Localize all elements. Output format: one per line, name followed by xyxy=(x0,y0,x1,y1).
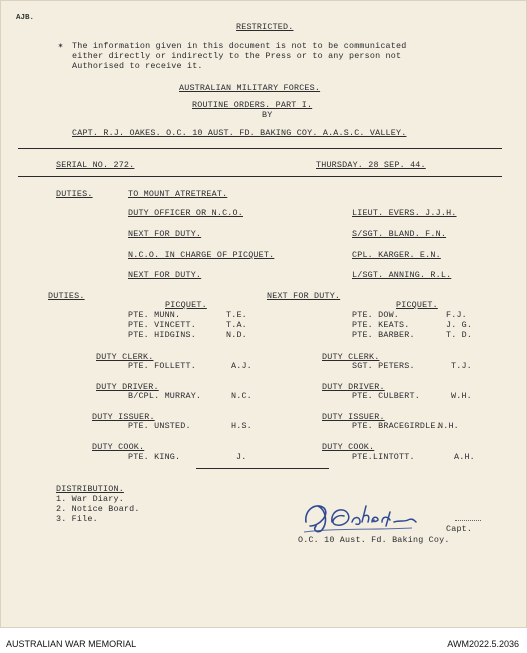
duty-driver-initials: N.C. xyxy=(231,391,252,401)
duty-clerk-label: DUTY CLERK. xyxy=(96,352,154,362)
next-duty-cook-initials: A.H. xyxy=(454,452,475,462)
archive-name: AUSTRALIAN WAR MEMORIAL xyxy=(6,639,137,649)
duty-row-value: CPL. KARGER. E.N. xyxy=(352,250,441,260)
duty-cook-initials: J. xyxy=(236,452,247,462)
duty-issuer-name: PTE. UNSTED. xyxy=(128,421,191,431)
unit-heading: CAPT. R.J. OAKES. O.C. 10 AUST. FD. BAKING COY. A.A.S.C. VALLEY. xyxy=(72,128,407,138)
picquet-name: PTE. VINCETT. xyxy=(128,320,196,330)
next-duty-clerk-name: SGT. PETERS. xyxy=(352,361,415,371)
picquet-name: PTE. DOW. xyxy=(352,310,400,320)
duty-issuer-initials: H.S. xyxy=(231,421,252,431)
next-duty-issuer-name: PTE. BRACEGIRDLE. xyxy=(352,421,441,431)
next-duty-issuer-label: DUTY ISSUER. xyxy=(322,412,385,422)
next-duty-driver-label: DUTY DRIVER. xyxy=(322,382,385,392)
duties-heading: DUTIES. xyxy=(56,189,93,199)
notice-line-2: either directly or indirectly to the Press or to any person not xyxy=(72,51,402,61)
next-duty-clerk-initials: T.J. xyxy=(451,361,472,371)
next-duty-issuer-initials: N.H. xyxy=(438,421,459,431)
duty-cook-name: PTE. KING. xyxy=(128,452,181,462)
distribution-heading: DISTRIBUTION. xyxy=(56,484,124,494)
next-duty-driver-initials: W.H. xyxy=(451,391,472,401)
forces-heading: AUSTRALIAN MILITARY FORCES. xyxy=(179,83,321,93)
picquet-initials: N.D. xyxy=(226,330,247,340)
duty-row-label: TO MOUNT ATRETREAT. xyxy=(128,189,228,199)
notice-bullet: ✶ xyxy=(58,41,64,51)
picquet-initials: F.J. xyxy=(446,310,467,320)
duty-driver-label: DUTY DRIVER. xyxy=(96,382,159,392)
picquet-name: PTE. HIDGINS. xyxy=(128,330,196,340)
notice-line-1: The information given in this document is not to be communicated xyxy=(72,41,407,51)
duty-row-label: N.C.O. IN CHARGE OF PICQUET. xyxy=(128,250,275,260)
duty-row-label: DUTY OFFICER OR N.C.O. xyxy=(128,208,243,218)
next-duty-driver-name: PTE. CULBERT. xyxy=(352,391,420,401)
duty-issuer-label: DUTY ISSUER. xyxy=(92,412,155,422)
distribution-item: 2. Notice Board. xyxy=(56,504,140,514)
picquet-initials: T. D. xyxy=(446,330,473,340)
order-date: THURSDAY. 28 SEP. 44. xyxy=(316,160,426,170)
picquet-initials: J. G. xyxy=(446,320,473,330)
divider-top xyxy=(18,148,502,149)
duty-driver-name: B/CPL. MURRAY. xyxy=(128,391,202,401)
next-for-duty-heading: NEXT FOR DUTY. xyxy=(267,291,341,301)
short-divider xyxy=(196,468,329,469)
picquet-name: PTE. KEATS. xyxy=(352,320,410,330)
duty-row-label: NEXT FOR DUTY. xyxy=(128,270,202,280)
next-duty-cook-name: PTE.LINTOTT. xyxy=(352,452,415,462)
archive-reference: AWM2022.5.2036 xyxy=(447,639,519,649)
picquet-initials: T.E. xyxy=(226,310,247,320)
duty-row-value: S/SGT. BLAND. F.N. xyxy=(352,229,447,239)
picquet-name: PTE. BARBER. xyxy=(352,330,415,340)
duty-row-value: L/SGT. ANNING. R.L. xyxy=(352,270,452,280)
restricted-heading: RESTRICTED. xyxy=(236,22,294,32)
file-stamp: AJB. xyxy=(16,14,35,22)
duty-row-value: LIEUT. EVERS. J.J.H. xyxy=(352,208,457,218)
signature-rank: Capt. xyxy=(446,524,473,534)
duties-heading-2: DUTIES. xyxy=(48,291,85,301)
divider-date xyxy=(18,176,502,177)
picquet-initials: T.A. xyxy=(226,320,247,330)
picquet-name: PTE. MUNN. xyxy=(128,310,181,320)
duty-row-label: NEXT FOR DUTY. xyxy=(128,229,202,239)
picquet-label-left: PICQUET. xyxy=(165,300,207,310)
serial-number: SERIAL NO. 272. xyxy=(56,160,135,170)
handwritten-signature xyxy=(296,492,426,538)
duty-cook-label: DUTY COOK. xyxy=(92,442,145,452)
next-duty-cook-label: DUTY COOK. xyxy=(322,442,375,452)
duty-clerk-name: PTE. FOLLETT. xyxy=(128,361,196,371)
signature-dots xyxy=(455,520,481,521)
signature-office: O.C. 10 Aust. Fd. Baking Coy. xyxy=(298,535,450,545)
picquet-label-right: PICQUET. xyxy=(396,300,438,310)
notice-line-3: Authorised to receive it. xyxy=(72,61,203,71)
distribution-item: 3. File. xyxy=(56,514,98,524)
orders-heading: ROUTINE ORDERS. PART I. xyxy=(192,100,313,110)
by-label: BY xyxy=(262,110,273,120)
distribution-item: 1. War Diary. xyxy=(56,494,124,504)
archive-footer xyxy=(0,628,527,653)
next-duty-clerk-label: DUTY CLERK. xyxy=(322,352,380,362)
duty-clerk-initials: A.J. xyxy=(231,361,252,371)
